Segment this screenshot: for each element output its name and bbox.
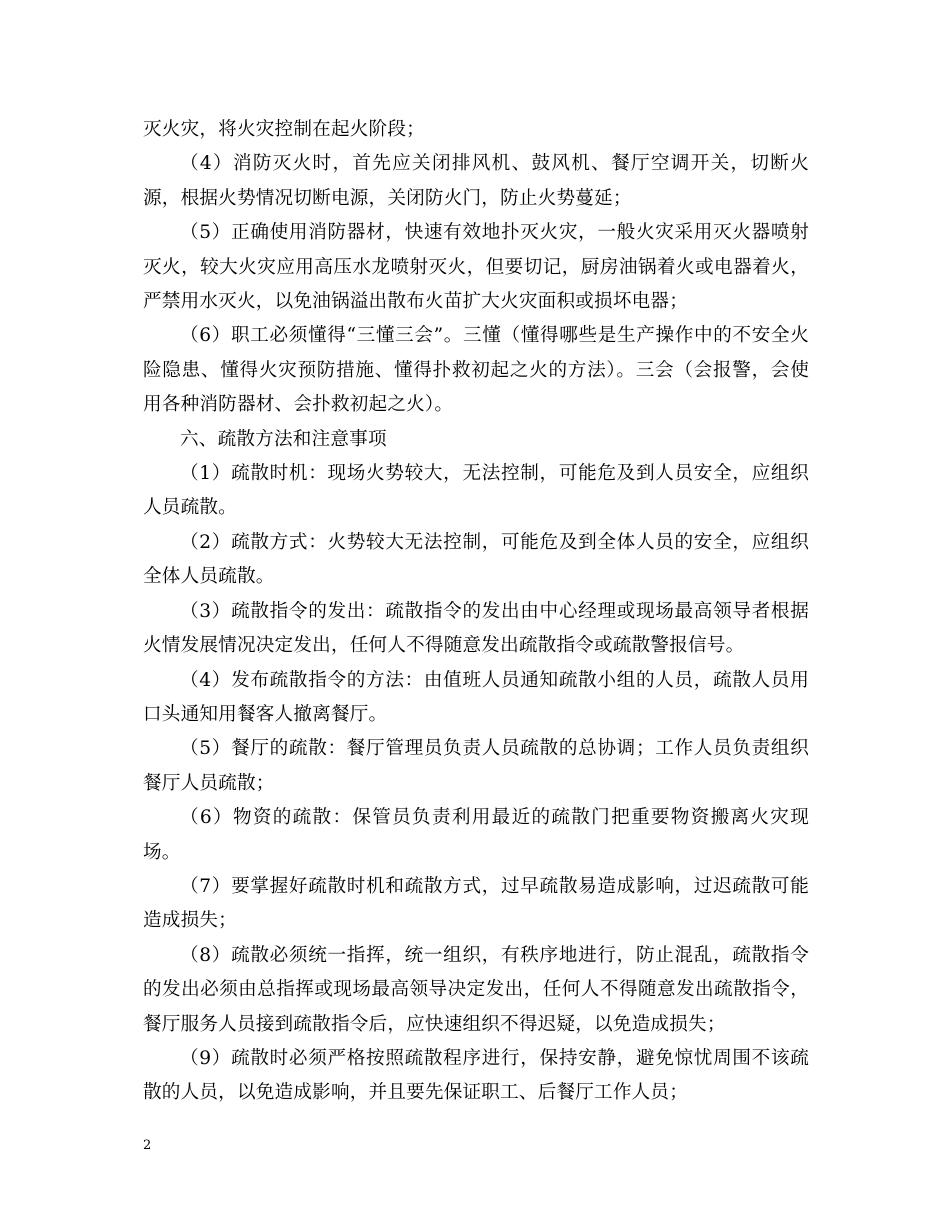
- paragraph-5: （1）疏散时机：现场火势较大，无法控制，可能危及到人员安全，应组织人员疏散。: [143, 463, 809, 519]
- document-body: [143, 113, 809, 1111]
- paragraph-13: （9）疏散时必须严格按照疏散程序进行，保持安静，避免惊忧周围不该疏散的人员，以免造成影响，并且要先保证职工、后餐厅工作人员；: [143, 1047, 809, 1104]
- paragraph-7: （3）疏散指令的发出：疏散指令的发出由中心经理或现场最高领导者根据火情发展情况决定发出，任何人不得随意发出疏散指令或疏散警报信号。: [143, 600, 809, 657]
- page-number: 2: [143, 1138, 152, 1153]
- paragraph-12: （8）疏散必须统一指挥，统一组织，有秩序地进行，防止混乱，疏散指令的发出必须由总指挥或现场最高领导决定发出，任何人不得随意发出疏散指令，餐厅服务人员接到疏散指令后，应快速组织不得迟疑，以免造成损失；: [143, 944, 809, 1035]
- paragraph-0: 灭火灾，将火灾控制在起火阶段；: [143, 119, 425, 140]
- paragraph-8: （4）发布疏散指令的方法：由值班人员通知疏散小组的人员，疏散人员用口头通知用餐客人撤离餐厅。: [143, 669, 809, 725]
- paragraph-11: （7）要掌握好疏散时机和疏散方式，过早疏散易造成影响，过迟疏散可能造成损失；: [143, 875, 809, 932]
- paragraph-10: （6）物资的疏散：保管员负责利用最近的疏散门把重要物资搬离火灾现场。: [143, 807, 809, 863]
- paragraph-1: （4）消防灭火时，首先应关闭排风机、鼓风机、餐厅空调开关，切断火源，根据火势情况切断电源，关闭防火门，防止火势蔓延；: [143, 153, 809, 209]
- paragraph-9: （5）餐厅的疏散：餐厅管理员负责人员疏散的总协调；工作人员负责组织餐厅人员疏散；: [143, 738, 809, 794]
- paragraph-3: （6）职工必须懂得“三懂三会”。三懂（懂得哪些是生产操作中的不安全火险隐患、懂得火灾预防措施、懂得扑救初起之火的方法）。三会（会报警，会使用各种消防器材、会扑救初起之火）。: [143, 325, 809, 416]
- section-heading-evacuation: 六、疏散方法和注意事项: [180, 428, 387, 450]
- paragraph-6: （2）疏散方式：火势较大无法控制，可能危及到全体人员的安全，应组织全体人员疏散。: [143, 531, 809, 588]
- paragraph-2: （5）正确使用消防器材，快速有效地扑灭火灾，一般火灾采用灭火器喷射灭火，较大火灾应用高压水龙喷射灭火，但要切记，厨房油锅着火或电器着火，严禁用水灭火，以免油锅溢出散布火苗扩大火灾面积或损坏电器；: [143, 222, 809, 313]
